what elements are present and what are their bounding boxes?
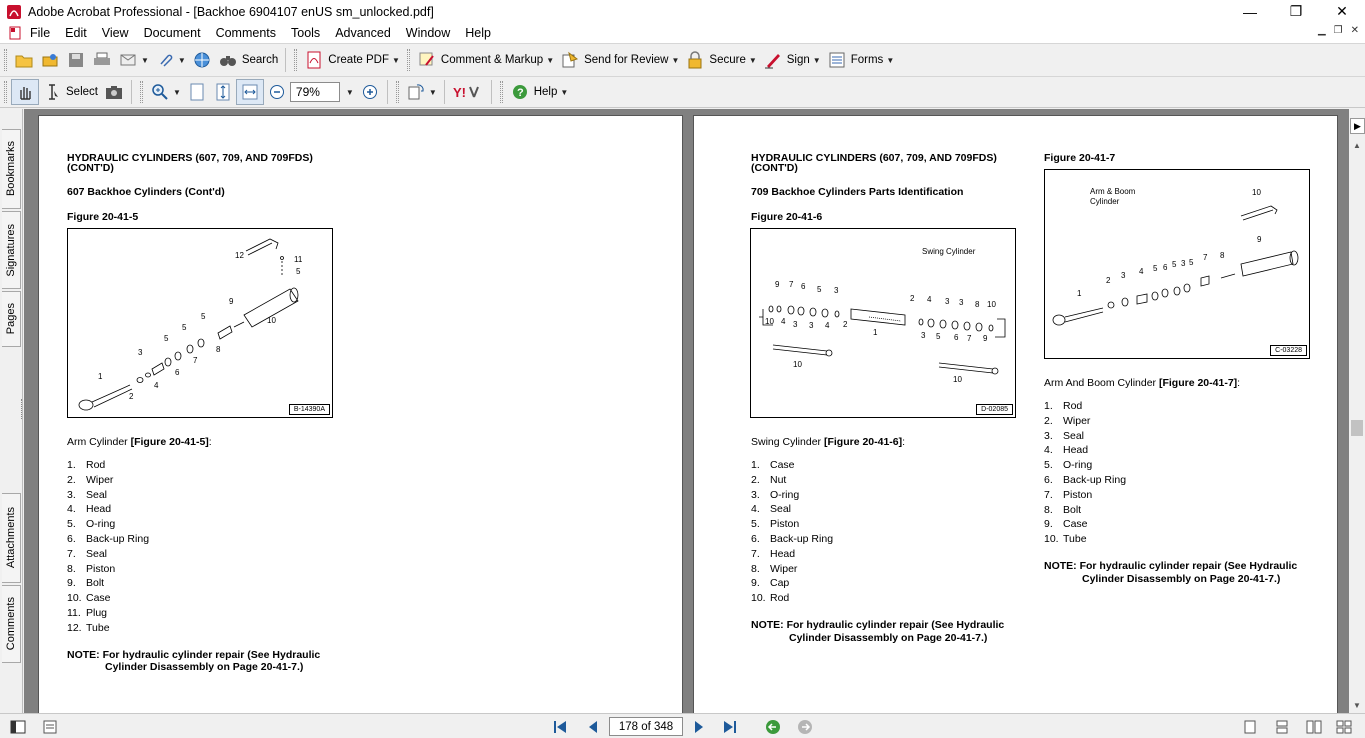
- hand-tool-button[interactable]: [11, 79, 39, 105]
- section-header-cont: (CONT'D): [751, 162, 798, 174]
- callout-label: 10: [953, 375, 962, 384]
- chevron-down-icon: ▼: [345, 87, 354, 97]
- secure-label: Secure: [709, 54, 746, 66]
- note-continuation: Cylinder Disassembly on Page 20-41-7.): [1082, 573, 1281, 585]
- pen-sign-icon: [763, 50, 783, 70]
- continuous-facing-view-icon[interactable]: [1334, 718, 1354, 735]
- list-item: 5. O-ring: [67, 518, 116, 531]
- list-item: 5. Piston: [751, 518, 800, 531]
- comment-markup-button[interactable]: Comment & Markup ▼: [414, 47, 557, 73]
- list-item: 10. Tube: [1044, 533, 1087, 546]
- actual-size-icon: [187, 82, 207, 102]
- minimize-button[interactable]: —: [1243, 3, 1257, 20]
- subsection-header: 607 Backhoe Cylinders (Cont'd): [67, 186, 225, 198]
- callout-label: 1: [1077, 289, 1082, 298]
- callout-label: 4: [1139, 267, 1144, 276]
- figure-swing-cylinder: [750, 228, 1016, 418]
- callout-label: 3: [945, 297, 950, 306]
- callout-label: 10: [765, 317, 774, 326]
- organizer-icon: [40, 50, 60, 70]
- nav-pane-toggle-icon[interactable]: [8, 718, 28, 735]
- callout-label: 7: [967, 334, 972, 343]
- arm-cylinder-exploded-diagram: [68, 229, 334, 419]
- toolbar-grip[interactable]: [407, 49, 410, 71]
- list-item: 4. Seal: [751, 503, 792, 516]
- list-item: 8. Wiper: [751, 562, 798, 575]
- callout-label: 3: [959, 298, 964, 307]
- create-pdf-icon: [304, 50, 324, 70]
- callout-label: 9: [229, 297, 234, 306]
- pdf-page-left: [38, 115, 683, 713]
- callout-label: 7: [1203, 253, 1208, 262]
- search-button[interactable]: [215, 47, 281, 73]
- toolbar-grip[interactable]: [140, 81, 143, 103]
- scrollbar-thumb[interactable]: [1351, 420, 1363, 436]
- window-title: Adobe Acrobat Professional - [Backhoe 6904107 enUS sm_unlocked.pdf]: [28, 4, 434, 19]
- go-forward-icon[interactable]: [795, 718, 815, 735]
- callout-label: 12: [235, 251, 244, 260]
- go-back-icon[interactable]: [763, 718, 783, 735]
- list-item: 2. Wiper: [67, 473, 114, 486]
- list-item: 6. Back-up Ring: [1044, 473, 1127, 486]
- callout-label: 8: [216, 345, 221, 354]
- continuous-view-icon[interactable]: [1272, 718, 1292, 735]
- list-item: 8. Bolt: [1044, 503, 1082, 516]
- vertical-scrollbar[interactable]: [1349, 118, 1365, 713]
- organizer-button[interactable]: [37, 47, 63, 73]
- list-item: 1. Rod: [67, 459, 106, 471]
- close-button[interactable]: ✕: [1336, 3, 1348, 19]
- figure-arm-boom-cylinder: [1044, 169, 1310, 359]
- callout-label: 3: [1181, 259, 1186, 268]
- callout-label: 5: [1172, 260, 1177, 269]
- zoom-input[interactable]: 79%: [290, 82, 340, 102]
- previous-page-icon[interactable]: [583, 718, 603, 735]
- scroll-up-icon[interactable]: ▲: [1353, 140, 1361, 150]
- list-item: 4. Head: [1044, 444, 1089, 457]
- list-item: 11. Plug: [67, 606, 108, 619]
- status-bar: [0, 713, 1365, 738]
- yahoo-button[interactable]: [449, 79, 487, 105]
- callout-label: 3: [809, 321, 814, 330]
- send-review-label: Send for Review: [584, 54, 669, 66]
- svg-text:?: ?: [516, 87, 524, 99]
- document-icon[interactable]: [8, 26, 22, 40]
- callout-label: 5: [1153, 264, 1158, 273]
- web-button[interactable]: [189, 47, 215, 73]
- note-continuation: Cylinder Disassembly on Page 20-41-7.): [789, 632, 988, 644]
- callout-label: 5: [201, 312, 206, 321]
- parts-list-arm-boom: [1044, 399, 1126, 547]
- comment-markup-label: Comment & Markup: [440, 54, 544, 66]
- tab-attachments[interactable]: Attachments: [2, 493, 21, 583]
- tab-bookmarks[interactable]: Bookmarks: [2, 129, 21, 209]
- callout-label: 6: [954, 333, 959, 342]
- note: NOTE: For hydraulic cylinder repair (See Hydraulic: [1044, 560, 1298, 572]
- pdf-page-right: [693, 115, 1338, 713]
- menu-view[interactable]: View: [101, 26, 129, 40]
- lock-icon: [685, 50, 705, 70]
- figure-title: Arm & Boom: [1090, 187, 1136, 196]
- zoom-dropdown[interactable]: [340, 79, 357, 105]
- section-header-cont: (CONT'D): [67, 162, 114, 174]
- fit-page-icon: [213, 82, 233, 102]
- scroll-right-icon[interactable]: ▶: [1350, 118, 1365, 134]
- figure-arm-cylinder: [67, 228, 333, 418]
- callout-label: 10: [1252, 188, 1261, 197]
- menu-comments[interactable]: Comments: [215, 26, 276, 40]
- doc-restore-icon[interactable]: ❐: [1333, 25, 1343, 36]
- callout-label: 4: [781, 317, 786, 326]
- hand-icon: [15, 82, 35, 102]
- send-review-button[interactable]: Send for Review ▼: [557, 47, 682, 73]
- last-page-icon[interactable]: [720, 718, 740, 735]
- list-item: 6. Back-up Ring: [67, 532, 150, 545]
- actual-size-button[interactable]: [184, 79, 210, 105]
- first-page-icon[interactable]: [550, 718, 570, 735]
- list-item: 3. O-ring: [751, 488, 800, 501]
- figure-code: B-14390A: [289, 404, 330, 415]
- callout-label: 2: [129, 392, 134, 401]
- search-label: Search: [241, 54, 279, 66]
- callout-label: 3: [1121, 271, 1126, 280]
- list-item: 5. O-ring: [1044, 459, 1093, 472]
- callout-label: 6: [175, 368, 180, 377]
- folder-open-icon: [14, 50, 34, 70]
- list-item: 7. Seal: [67, 547, 108, 560]
- callout-label: 6: [801, 282, 806, 291]
- menu-window[interactable]: Window: [405, 26, 451, 40]
- document-view[interactable]: [24, 109, 1349, 713]
- note-continuation: Cylinder Disassembly on Page 20-41-7.): [105, 661, 304, 673]
- callout-label: 2: [843, 320, 848, 329]
- help-button[interactable]: ? Help ▼: [507, 79, 572, 105]
- save-button[interactable]: [63, 47, 89, 73]
- callout-label: 9: [1257, 235, 1262, 244]
- open-button[interactable]: [11, 47, 37, 73]
- facing-view-icon[interactable]: [1304, 718, 1324, 735]
- callout-label: 5: [1189, 258, 1194, 267]
- callout-label: 9: [775, 280, 780, 289]
- list-item: 6. Back-up Ring: [751, 532, 834, 545]
- globe-icon: [192, 50, 212, 70]
- callout-label: 10: [793, 360, 802, 369]
- list-item: 1. Rod: [1044, 400, 1083, 412]
- menu-bar: [0, 23, 1365, 43]
- fit-width-button[interactable]: [236, 79, 264, 105]
- callout-label: 7: [193, 356, 198, 365]
- toolbar-grip[interactable]: [500, 81, 503, 103]
- figure-title: Cylinder: [1090, 197, 1120, 206]
- callout-label: 4: [927, 295, 932, 304]
- section-header: HYDRAULIC CYLINDERS (607, 709, AND 709FDS): [751, 152, 997, 164]
- toolbar-grip[interactable]: [4, 49, 7, 71]
- zoom-in-tool-button[interactable]: ▼: [147, 79, 184, 105]
- binoculars-icon: [218, 50, 238, 70]
- callout-label: 2: [910, 294, 915, 303]
- callout-label: 3: [793, 320, 798, 329]
- page-setup-icon[interactable]: [40, 718, 60, 735]
- menu-help[interactable]: Help: [465, 26, 491, 40]
- callout-label: 11: [294, 255, 303, 264]
- list-item: 2. Wiper: [1044, 414, 1091, 427]
- create-pdf-button[interactable]: Create PDF ▼: [301, 47, 403, 73]
- send-review-icon: [560, 50, 580, 70]
- email-icon: [118, 50, 138, 70]
- page-number-input[interactable]: 178 of 348: [609, 717, 683, 736]
- menu-advanced[interactable]: Advanced: [335, 26, 391, 40]
- callout-label: 1: [873, 328, 878, 337]
- list-item: 2. Nut: [751, 473, 787, 486]
- callout-label: 9: [983, 334, 988, 343]
- callout-label: 2: [1106, 276, 1111, 285]
- callout-label: 7: [789, 280, 794, 289]
- tab-signatures[interactable]: Signatures: [2, 211, 21, 289]
- figure-label: Figure 20-41-5: [67, 211, 139, 223]
- paperclip-icon: [155, 50, 175, 70]
- callout-label: 4: [154, 381, 159, 390]
- list-item: 12. Tube: [67, 621, 110, 634]
- attach-button[interactable]: ▼: [152, 47, 189, 73]
- callout-label: 5: [936, 332, 941, 341]
- rotate-view-button[interactable]: ▼: [403, 79, 440, 105]
- navigation-pane: [0, 109, 23, 713]
- sign-label: Sign: [786, 54, 810, 66]
- zoom-in-button[interactable]: [357, 79, 383, 105]
- list-item: 3. Seal: [1044, 429, 1085, 442]
- forms-button[interactable]: Forms ▼: [824, 47, 898, 73]
- sign-button[interactable]: Sign ▼: [760, 47, 824, 73]
- callout-label: 1: [98, 372, 103, 381]
- swing-cylinder-exploded-diagram: [751, 229, 1017, 419]
- save-icon: [66, 50, 86, 70]
- text-cursor-icon: [42, 82, 62, 102]
- toolbar-grip[interactable]: [396, 81, 399, 103]
- callout-label: 8: [975, 300, 980, 309]
- doc-close-icon[interactable]: ✕: [1350, 25, 1359, 36]
- list-item: 3. Seal: [67, 488, 108, 501]
- list-item: 7. Head: [751, 547, 796, 560]
- single-page-view-icon[interactable]: [1240, 718, 1260, 735]
- fit-width-icon: [240, 82, 260, 102]
- callout-label: 8: [1220, 251, 1225, 260]
- create-pdf-label: Create PDF: [328, 54, 389, 66]
- callout-label: 6: [1163, 263, 1168, 272]
- list-item: 10. Case: [67, 592, 111, 605]
- print-button[interactable]: [89, 47, 115, 73]
- select-tool-button[interactable]: [39, 79, 101, 105]
- select-label: Select: [66, 86, 98, 98]
- section-header: HYDRAULIC CYLINDERS (607, 709, AND 709FDS): [67, 152, 313, 164]
- figure-caption: Swing Cylinder [Figure 20-41-6]:: [751, 436, 906, 448]
- rotate-page-icon: [406, 82, 426, 102]
- figure-caption: Arm Cylinder [Figure 20-41-5]:: [67, 436, 212, 448]
- magnifier-icon: [150, 82, 170, 102]
- list-item: 9. Case: [1044, 518, 1088, 531]
- list-item: 4. Head: [67, 503, 112, 516]
- camera-icon: [104, 82, 124, 102]
- list-item: 10. Rod: [751, 592, 790, 605]
- acrobat-app-icon: [6, 4, 22, 20]
- callout-label: 5: [817, 285, 822, 294]
- tab-pages[interactable]: Pages: [2, 291, 21, 347]
- callout-label: 3: [921, 331, 926, 340]
- file-toolbar: [0, 43, 1365, 76]
- list-item: 1. Case: [751, 459, 795, 471]
- zoom-in-icon: [360, 82, 380, 102]
- list-item: 8. Piston: [67, 562, 116, 575]
- svg-text:Y!: Y!: [452, 85, 466, 100]
- figure-caption: Arm And Boom Cylinder [Figure 20-41-7]:: [1044, 377, 1241, 389]
- parts-list: [67, 458, 149, 636]
- list-item: 9. Bolt: [67, 577, 105, 590]
- arm-boom-cylinder-exploded-diagram: [1045, 170, 1311, 360]
- maximize-button[interactable]: ❐: [1289, 3, 1303, 19]
- callout-label: 4: [825, 321, 830, 330]
- menu-document[interactable]: Document: [143, 26, 201, 40]
- callout-label: 10: [267, 316, 276, 325]
- zoom-out-icon: [267, 82, 287, 102]
- next-page-icon[interactable]: [689, 718, 709, 735]
- callout-label: 3: [834, 286, 839, 295]
- title-bar: [0, 0, 1365, 23]
- tab-comments[interactable]: Comments: [2, 585, 21, 663]
- callout-label: 10: [987, 300, 996, 309]
- menu-edit[interactable]: Edit: [65, 26, 87, 40]
- toolbar-grip[interactable]: [4, 81, 7, 103]
- menu-tools[interactable]: Tools: [291, 26, 321, 40]
- zoom-out-button[interactable]: [264, 79, 290, 105]
- note: NOTE: For hydraulic cylinder repair (See Hydraulic: [67, 649, 321, 661]
- figure-code: C-03228: [1270, 345, 1307, 356]
- list-item: 7. Piston: [1044, 488, 1093, 501]
- parts-list-swing: [751, 458, 833, 606]
- note: NOTE: For hydraulic cylinder repair (See Hydraulic: [751, 619, 1005, 631]
- callout-label: 5: [296, 267, 301, 276]
- yahoo-toolbar-icon: [452, 82, 484, 102]
- help-label: Help: [533, 86, 558, 98]
- pane-splitter-grip[interactable]: [21, 399, 23, 419]
- figure-title: Swing Cylinder: [922, 247, 976, 256]
- callout-label: 5: [164, 334, 169, 343]
- printer-icon: [92, 50, 112, 70]
- scroll-down-icon[interactable]: ▼: [1353, 700, 1361, 710]
- forms-label: Forms: [850, 54, 884, 66]
- callout-label: 5: [182, 323, 187, 332]
- list-item: 9. Cap: [751, 577, 790, 590]
- toolbar-grip[interactable]: [294, 49, 297, 71]
- help-icon: [510, 82, 530, 102]
- figure-label: Figure 20-41-7: [1044, 152, 1116, 164]
- fit-page-button[interactable]: [210, 79, 236, 105]
- figure-label: Figure 20-41-6: [751, 211, 823, 223]
- callout-label: 3: [138, 348, 143, 357]
- snapshot-button[interactable]: [101, 79, 127, 105]
- figure-code: D-02085: [976, 404, 1013, 415]
- subsection-header: 709 Backhoe Cylinders Parts Identification: [751, 186, 964, 198]
- document-window-controls: [1318, 25, 1359, 36]
- menu-file[interactable]: File: [30, 26, 51, 40]
- email-button[interactable]: ▼: [115, 47, 152, 73]
- doc-minimize-icon[interactable]: ▁: [1317, 25, 1326, 36]
- comment-markup-icon: [417, 50, 437, 70]
- secure-button[interactable]: Secure ▼: [682, 47, 759, 73]
- forms-icon: [827, 50, 847, 70]
- navigation-toolbar: [0, 76, 1365, 108]
